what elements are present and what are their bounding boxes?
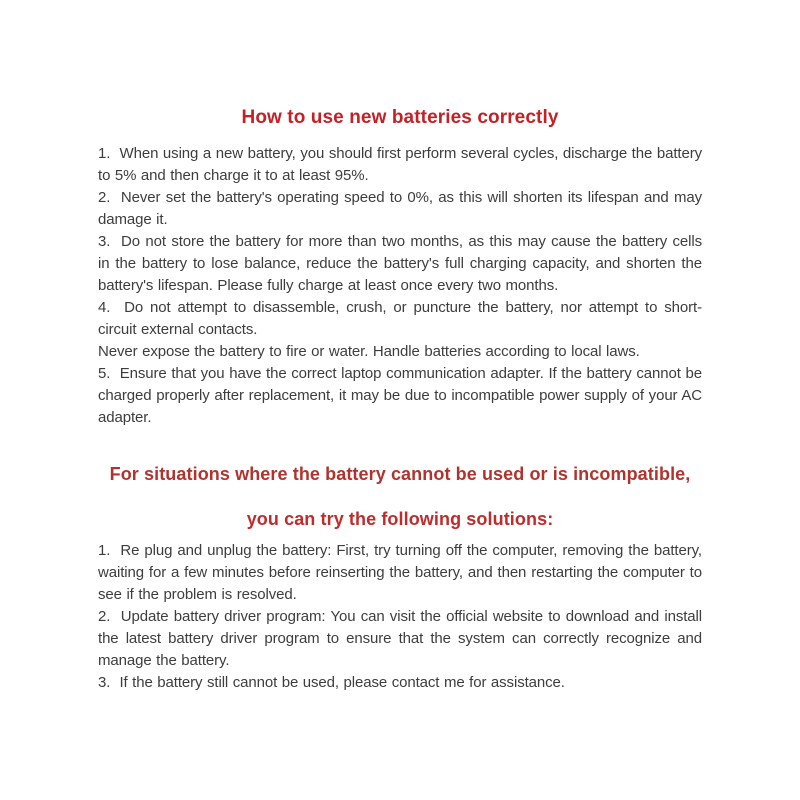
solution-paragraph-1: 1. Re plug and unplug the battery: First, try turning off the computer, removing the battery, waiting for a few minutes before reinserting the battery, and then restarting the computer to see if the problem is resolved.	[98, 542, 702, 603]
section2-heading-line2: you can try the following solutions:	[246, 509, 554, 529]
instruction-paragraph-1: 1. When using a new battery, you should first perform several cycles, discharge the battery to 5% and then charge it to at least 95%.	[98, 145, 702, 184]
instruction-paragraph-4: 4. Do not attempt to disassemble, crush, or puncture the battery, nor attempt to short-circuit external contacts.	[98, 299, 702, 338]
solution-paragraph-3: 3. If the battery still cannot be used, please contact me for assistance.	[98, 674, 565, 691]
section2-heading-line1: For situations where the battery cannot be used or is incompatible,	[109, 464, 691, 484]
section1-heading: How to use new batteries correctly	[241, 107, 559, 128]
solution-paragraph-2: 2. Update battery driver program: You can visit the official website to download and install the latest battery driver program to ensure that the system can correctly recognize and manage the battery.	[98, 608, 702, 669]
instruction-paragraph-2: 2. Never set the battery's operating speed to 0%, as this will shorten its lifespan and may damage it.	[98, 189, 702, 228]
instruction-paragraph-safety: Never expose the battery to fire or water. Handle batteries according to local laws.	[98, 343, 640, 360]
instruction-paragraph-5: 5. Ensure that you have the correct laptop communication adapter. If the battery cannot be charged properly after replacement, it may be due to incompatible power supply of your AC adapter.	[98, 365, 702, 426]
instruction-paragraph-3: 3. Do not store the battery for more than two months, as this may cause the battery cells in the battery to lose balance, reduce the battery's full charging capacity, and shorten the battery's lifespan. Please fully charge at least once every two months.	[98, 233, 702, 294]
